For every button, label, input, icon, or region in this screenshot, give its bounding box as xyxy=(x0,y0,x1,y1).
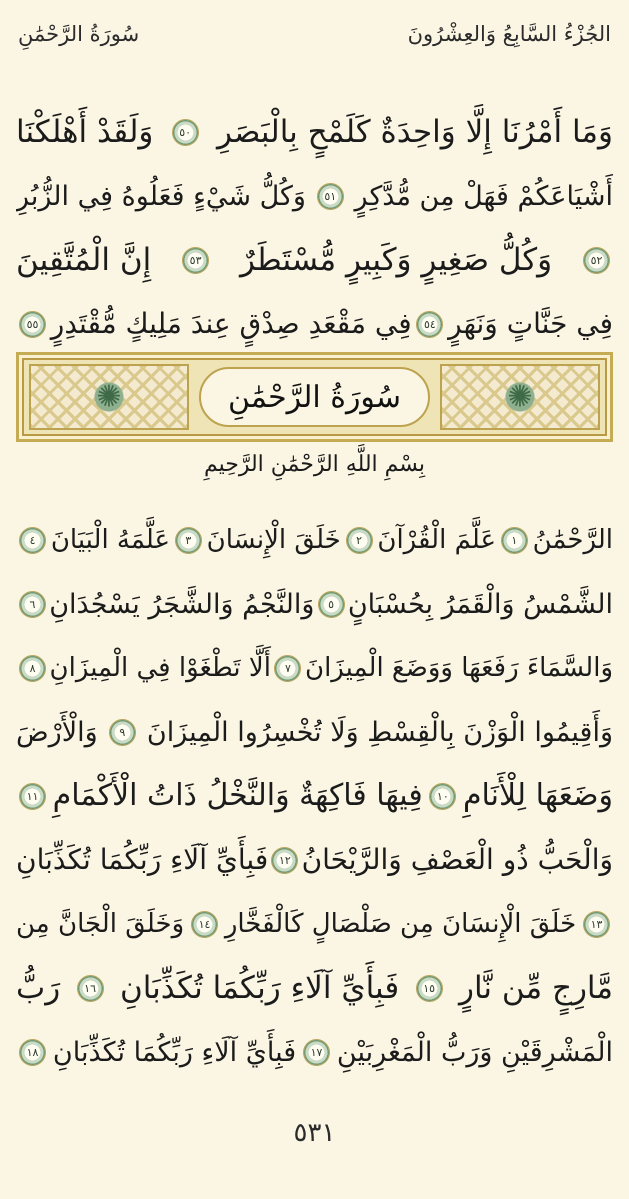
ayah-number-marker: ٦ xyxy=(19,591,46,618)
verse-text: فَبِأَيِّ آلَاءِ رَبِّكُمَا تُكَذِّبَانِ xyxy=(119,969,400,1006)
verse-text: عَلَّمَهُ الْبَيَانَ xyxy=(50,525,171,555)
verse-line xyxy=(16,956,613,1020)
verse-text: وَخَلَقَ الْجَانَّ مِن xyxy=(16,909,185,939)
verse-text: وَالسَّمَاءَ رَفَعَهَا وَوَضَعَ الْمِيزَانَ xyxy=(304,653,613,683)
surah-banner xyxy=(16,352,613,442)
ayah-number-marker: ٩ xyxy=(109,719,136,746)
verse-text: فَبِأَيِّ آلَاءِ رَبِّكُمَا تُكَذِّبَانِ xyxy=(52,1036,297,1068)
verse-line xyxy=(16,828,613,892)
verse-lines-top xyxy=(16,100,613,356)
ayah-number-marker: ٧ xyxy=(274,655,301,682)
ayah-number-marker: ١٠ xyxy=(429,783,456,810)
verse-line xyxy=(16,292,613,356)
verse-line xyxy=(16,572,613,636)
verse-text: فِي مَقْعَدِ صِدْقٍ عِندَ مَلِيكٍ مُّقْتَدِرٍ xyxy=(50,307,412,340)
ayah-number-marker: ١٢ xyxy=(271,847,298,874)
verse-line xyxy=(16,508,613,572)
verse-text: وَلَقَدْ أَهْلَكْنَا xyxy=(16,113,154,150)
verse-line xyxy=(16,164,613,228)
verse-text: وَالْأَرْضَ xyxy=(16,716,98,748)
ayah-number-marker: ١ xyxy=(501,527,528,554)
ayah-number-marker: ٥٤ xyxy=(416,311,443,338)
ayah-number-marker: ٥ xyxy=(318,591,345,618)
verse-text: مَّارِجٍ مِّن نَّارٍ xyxy=(459,969,613,1006)
verse-line xyxy=(16,636,613,700)
verse-text: فَبِأَيِّ آلَاءِ رَبِّكُمَا تُكَذِّبَانِ xyxy=(16,843,269,876)
verse-text: وَالنَّجْمُ وَالشَّجَرُ يَسْجُدَانِ xyxy=(49,588,315,620)
verse-text: وَكُلُّ صَغِيرٍ وَكَبِيرٍ مُّسْتَطَرٌ xyxy=(239,241,553,278)
ayah-number-marker: ٢ xyxy=(346,527,373,554)
ayah-number-marker: ٣ xyxy=(175,527,202,554)
surah-banner-title: سُورَةُ الرَّحْمَٰنِ xyxy=(199,367,430,427)
verse-line xyxy=(16,228,613,292)
verse-text: إِنَّ الْمُتَّقِينَ xyxy=(16,241,152,278)
ayah-number-marker: ٥٣ xyxy=(182,247,209,274)
verse-line xyxy=(16,892,613,956)
ayah-number-marker: ٥٠ xyxy=(172,119,199,146)
verse-text: الرَّحْمَٰنُ xyxy=(532,525,613,555)
verse-text: أَشْيَاعَكُمْ فَهَلْ مِن مُّدَّكِرٍ xyxy=(354,180,613,212)
verse-line xyxy=(16,1020,613,1084)
verse-text: وَضَعَهَا لِلْأَنَامِ xyxy=(462,778,613,813)
ayah-number-marker: ١٨ xyxy=(19,1039,46,1066)
verse-text: الشَّمْسُ وَالْقَمَرُ بِحُسْبَانٍ xyxy=(347,588,613,620)
verse-text: عَلَّمَ الْقُرْآنَ xyxy=(377,525,497,555)
ayah-number-marker: ٥١ xyxy=(317,183,344,210)
ornament-right-icon xyxy=(440,364,600,430)
verse-text: فِيهَا فَاكِهَةٌ وَالنَّخْلُ ذَاتُ الْأَكْمَامِ xyxy=(52,778,423,813)
basmala: بِسْمِ اللَّهِ الرَّحْمَٰنِ الرَّحِيمِ xyxy=(203,452,426,477)
verse-text: وَمَا أَمْرُنَا إِلَّا وَاحِدَةٌ كَلَمْحٍ بِالْبَصَرِ xyxy=(216,113,613,150)
ayah-number-marker: ٨ xyxy=(19,655,46,682)
verse-text: الْمَشْرِقَيْنِ وَرَبُّ الْمَغْرِبَيْنِ xyxy=(336,1036,613,1068)
page-header xyxy=(18,22,611,76)
verse-line xyxy=(16,764,613,828)
page-number: ٥٣١ xyxy=(293,1118,336,1148)
ayah-number-marker: ١١ xyxy=(19,783,46,810)
verse-text: فِي جَنَّاتٍ وَنَهَرٍ xyxy=(448,307,613,340)
verse-line xyxy=(16,100,613,164)
verse-text: خَلَقَ الْإِنسَانَ xyxy=(206,525,341,555)
verse-line xyxy=(16,700,613,764)
ayah-number-marker: ١٦ xyxy=(77,975,104,1002)
juz-title: الجُزْءُ السَّابِعُ وَالعِشْرُونَ xyxy=(407,22,611,46)
verse-text: رَبُّ xyxy=(16,969,61,1006)
verse-text: وَالْحَبُّ ذُو الْعَصْفِ وَالرَّيْحَانُ xyxy=(301,843,613,876)
surah-title: سُورَةُ الرَّحْمَٰنِ xyxy=(18,22,140,46)
ayah-number-marker: ٤ xyxy=(19,527,46,554)
ornament-left-icon xyxy=(29,364,189,430)
ayah-number-marker: ١٥ xyxy=(416,975,443,1002)
verse-lines-bottom xyxy=(16,508,613,1084)
ayah-number-marker: ١٧ xyxy=(303,1039,330,1066)
ayah-number-marker: ١٣ xyxy=(583,911,610,938)
ayah-number-marker: ٥٥ xyxy=(19,311,46,338)
verse-text: خَلَقَ الْإِنسَانَ مِن صَلْصَالٍ كَالْفَخَّارِ xyxy=(224,909,577,939)
ayah-number-marker: ١٤ xyxy=(191,911,218,938)
verse-text: وَكُلُّ شَيْءٍ فَعَلُوهُ فِي الزُّبُرِ xyxy=(16,180,306,212)
verse-text: أَلَّا تَطْغَوْا فِي الْمِيزَانِ xyxy=(49,653,271,683)
verse-text: وَأَقِيمُوا الْوَزْنَ بِالْقِسْطِ وَلَا تُخْسِرُوا الْمِيزَانَ xyxy=(146,716,613,748)
ayah-number-marker: ٥٢ xyxy=(583,247,610,274)
